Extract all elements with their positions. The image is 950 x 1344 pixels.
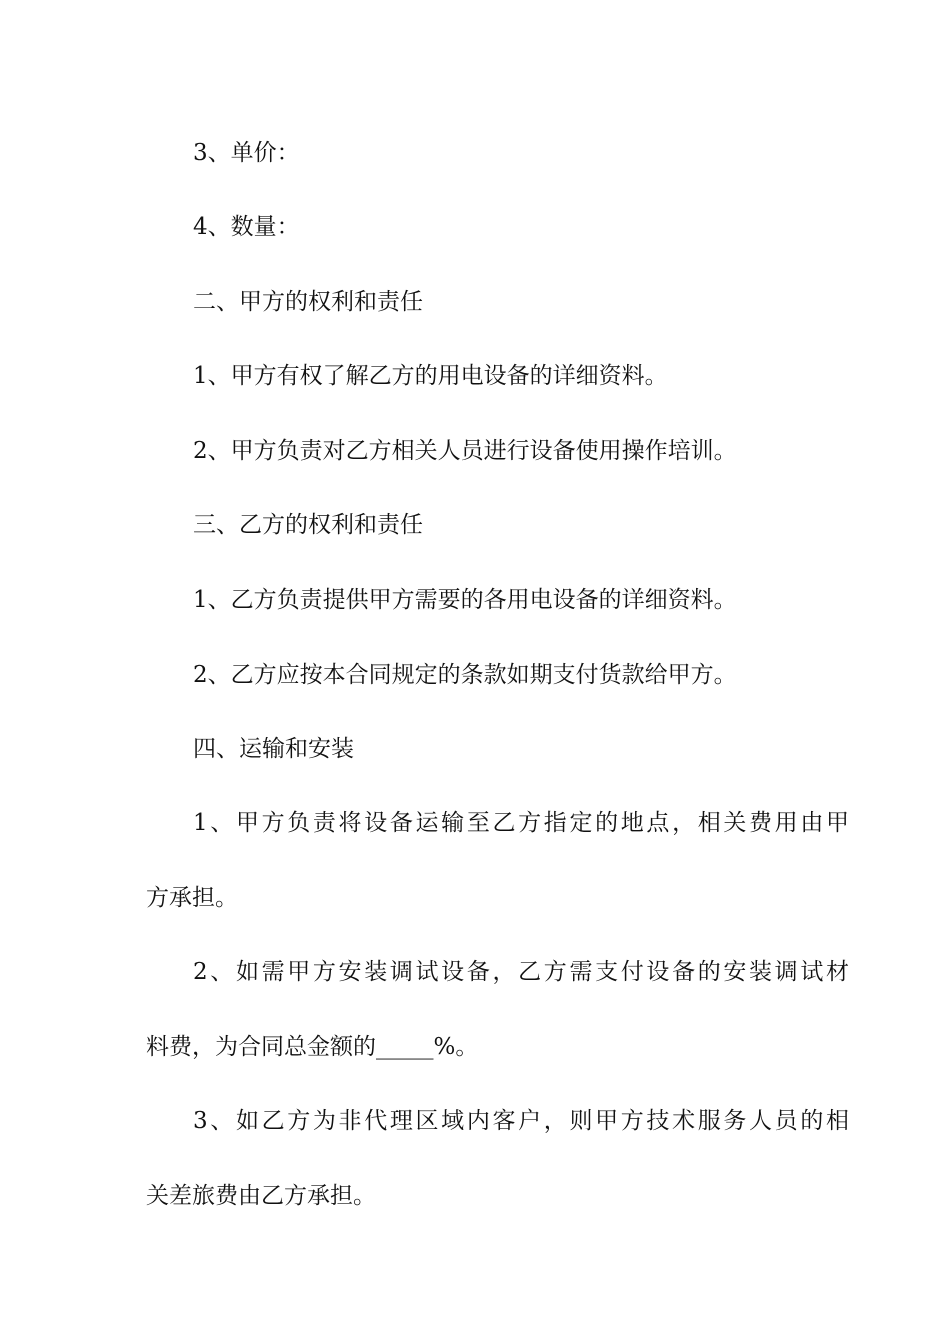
item-quantity: 4、数量： xyxy=(193,214,300,240)
section-heading-party-b-rights: 三、乙方的权利和责任 xyxy=(193,512,423,538)
paragraph-line: 2、乙方应按本合同规定的条款如期支付货款给甲方。 xyxy=(193,662,737,688)
paragraph-line: 料费，为合同总金额的_____%。 xyxy=(146,1034,479,1060)
item-unit-price: 3、单价： xyxy=(193,140,300,166)
paragraph-line: 1、乙方负责提供甲方需要的各用电设备的详细资料。 xyxy=(193,587,737,613)
paragraph-line: 3、如乙方为非代理区域内客户，则甲方技术服务人员的相 xyxy=(193,1108,849,1134)
paragraph-line: 1、甲方有权了解乙方的用电设备的详细资料。 xyxy=(193,363,668,389)
paragraph-line: 1、甲方负责将设备运输至乙方指定的地点，相关费用由甲 xyxy=(193,810,849,836)
section-heading-transport-installation: 四、运输和安装 xyxy=(193,736,354,762)
paragraph-line: 2、如需甲方安装调试设备，乙方需支付设备的安装调试材 xyxy=(193,959,849,985)
paragraph-line: 方承担。 xyxy=(146,885,238,911)
paragraph-line: 2、甲方负责对乙方相关人员进行设备使用操作培训。 xyxy=(193,438,737,464)
section-heading-party-a-rights: 二、甲方的权利和责任 xyxy=(193,289,423,315)
paragraph-line: 关差旅费由乙方承担。 xyxy=(146,1183,376,1209)
